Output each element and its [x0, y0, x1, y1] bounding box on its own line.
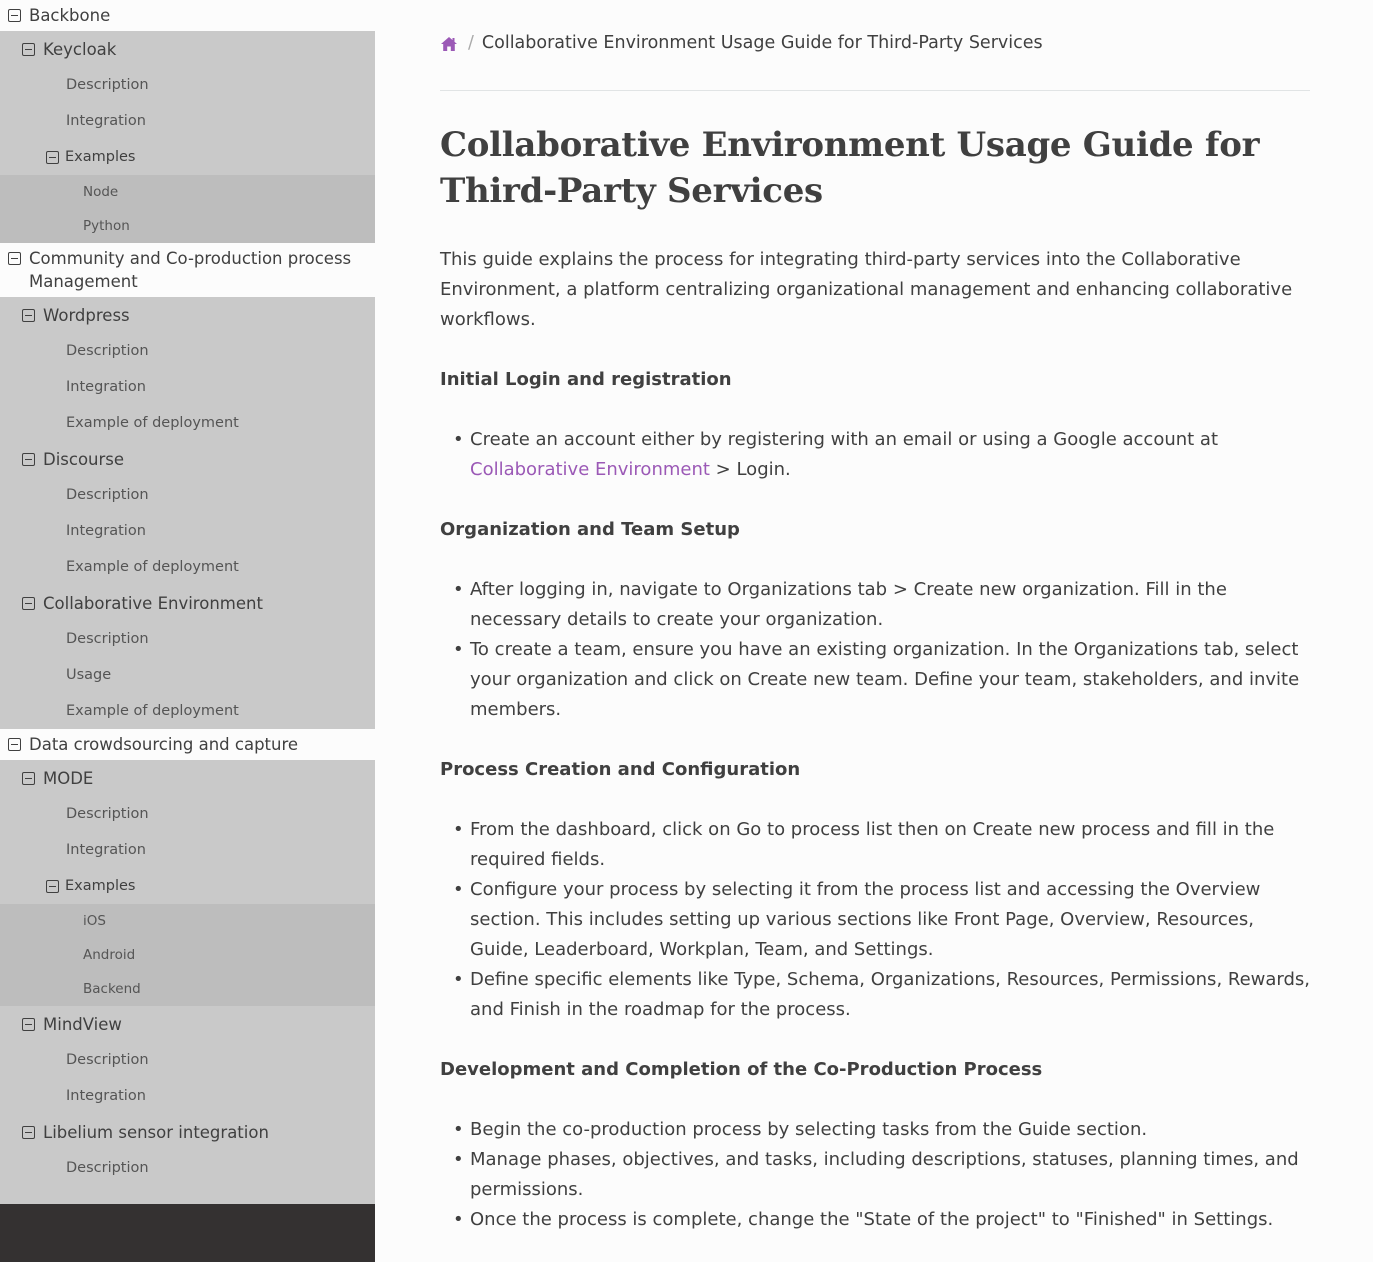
nav-section-label: Data crowdsourcing and capture: [29, 735, 299, 754]
nav-link[interactable]: [0, 67, 375, 103]
collapse-icon[interactable]: [8, 9, 21, 22]
nav-section-label: Backbone: [29, 6, 111, 25]
list-item: • Configure your process by selecting it from the process list and accessing the Overview section. This includes setting up various sections like Front Page, Overview, Resources, Guide, Leaderboard, Workplan, Team, and Settings.: [440, 875, 1310, 965]
section-heading: Initial Login and registration: [440, 369, 732, 390]
nav-item-collaborative-environment[interactable]: [0, 585, 375, 621]
page-title: Collaborative Environment Usage Guide for Third-Party Services: [440, 125, 1260, 211]
breadcrumb-separator: /: [468, 33, 474, 53]
collapse-icon[interactable]: [22, 597, 35, 610]
nav-link[interactable]: [0, 1078, 375, 1114]
bullet-list: [440, 425, 1310, 485]
nav-link-label: Integration: [66, 378, 146, 395]
collapse-icon[interactable]: [22, 453, 35, 466]
nav-link[interactable]: [0, 972, 375, 1006]
nav-item-libelium[interactable]: [0, 1114, 375, 1150]
nav-bottom-padding: [0, 1186, 375, 1204]
nav-item-label: Keycloak: [43, 39, 117, 59]
list-item-text: > Login.: [709, 459, 791, 480]
nav-link-label: Usage: [66, 666, 112, 683]
list-item: • Manage phases, objectives, and tasks, including descriptions, statuses, planning times, and permissions.: [440, 1145, 1310, 1205]
collapse-icon[interactable]: [46, 880, 59, 893]
nav-link-label: Integration: [66, 112, 146, 129]
nav-link-label: Example of deployment: [66, 414, 239, 431]
nav-link-label: Description: [66, 76, 149, 93]
collapse-icon[interactable]: [8, 252, 21, 265]
nav-link[interactable]: [0, 938, 375, 972]
nav-link-label: Description: [66, 805, 149, 822]
nav-link-label: Description: [66, 1051, 149, 1068]
nav-item-keycloak[interactable]: [0, 31, 375, 67]
main-content: [440, 0, 1310, 1235]
nav-link[interactable]: [0, 657, 375, 693]
section-heading: Process Creation and Configuration: [440, 759, 801, 780]
nav-section-backbone[interactable]: [0, 0, 375, 31]
collaborative-environment-link[interactable]: Collaborative Environment: [470, 459, 710, 480]
nav-link-label: Node: [83, 183, 119, 200]
nav-link[interactable]: [0, 693, 375, 729]
bullet-list: [440, 815, 1310, 1025]
section-heading: Development and Completion of the Co-Production Process: [440, 1059, 1043, 1080]
nav-item-label: Wordpress: [43, 305, 130, 325]
collapse-icon[interactable]: [22, 43, 35, 56]
sidebar: [0, 0, 375, 1262]
list-item: • Begin the co-production process by selecting tasks from the Guide section.: [440, 1115, 1310, 1145]
nav-link[interactable]: [0, 1042, 375, 1078]
nav-link[interactable]: [0, 796, 375, 832]
list-item: • Define specific elements like Type, Schema, Organizations, Resources, Permissions, Rewards, and Finish in the roadmap for the process.: [440, 965, 1310, 1025]
nav-link-label: iOS: [83, 912, 106, 929]
nav-tree: [0, 0, 375, 1204]
nav-link[interactable]: [0, 549, 375, 585]
nav-link-label: Description: [66, 486, 149, 503]
nav-link-label: Backend: [83, 980, 141, 997]
nav-item-discourse[interactable]: [0, 441, 375, 477]
collapse-icon[interactable]: [22, 1126, 35, 1139]
nav-link[interactable]: [0, 1150, 375, 1186]
nav-section-community[interactable]: [0, 243, 375, 297]
nav-subgroup-examples[interactable]: [0, 139, 375, 175]
nav-item-label: Collaborative Environment: [43, 593, 263, 613]
nav-link[interactable]: [0, 477, 375, 513]
intro-paragraph: This guide explains the process for integrating third-party services into the Collaborative Environment, a platform centralizing organizational management and enhancing collaborative workflows.: [440, 249, 1293, 330]
nav-item-label: Libelium sensor integration: [43, 1122, 269, 1142]
bullet-list: [440, 575, 1310, 725]
nav-item-mindview[interactable]: [0, 1006, 375, 1042]
list-item: • Once the process is complete, change the "State of the project" to "Finished" in Settings.: [440, 1205, 1310, 1235]
nav-link-label: Description: [66, 342, 149, 359]
home-icon[interactable]: [440, 35, 458, 53]
nav-link-label: Android: [83, 946, 136, 963]
nav-link[interactable]: [0, 832, 375, 868]
nav-section-data-crowdsourcing[interactable]: [0, 729, 375, 760]
list-item: • From the dashboard, click on Go to process list then on Create new process and fill in the required fields.: [440, 815, 1310, 875]
nav-item-label: MindView: [43, 1014, 122, 1034]
nav-item-wordpress[interactable]: [0, 297, 375, 333]
collapse-icon[interactable]: [8, 738, 21, 751]
nav-link-label: Description: [66, 1159, 149, 1176]
nav-link[interactable]: [0, 904, 375, 938]
list-item-text: Create an account either by registering with an email or using a Google account at: [470, 429, 1219, 450]
collapse-icon[interactable]: [46, 151, 59, 164]
nav-link[interactable]: [0, 333, 375, 369]
nav-link[interactable]: [0, 369, 375, 405]
nav-link[interactable]: [0, 621, 375, 657]
collapse-icon[interactable]: [22, 1018, 35, 1031]
nav-section-label: Community and Co-production process Management: [29, 249, 352, 291]
breadcrumb: [440, 0, 1310, 91]
nav-link[interactable]: [0, 175, 375, 209]
nav-link-label: Example of deployment: [66, 702, 239, 719]
nav-item-label: MODE: [43, 768, 94, 788]
nav-item-mode[interactable]: [0, 760, 375, 796]
nav-link[interactable]: [0, 103, 375, 139]
list-item: [440, 425, 1310, 485]
nav-link-label: Integration: [66, 841, 146, 858]
collapse-icon[interactable]: [22, 772, 35, 785]
list-item: • To create a team, ensure you have an existing organization. In the Organizations tab, select your organization and click on Create new team. Define your team, stakeholders, and invite members.: [440, 635, 1310, 725]
nav-subgroup-examples[interactable]: [0, 868, 375, 904]
nav-link-label: Python: [83, 217, 130, 234]
nav-link-label: Description: [66, 630, 149, 647]
list-item: • After logging in, navigate to Organizations tab > Create new organization. Fill in the necessary details to create your organization.: [440, 575, 1310, 635]
collapse-icon[interactable]: [22, 309, 35, 322]
nav-item-label: Discourse: [43, 449, 125, 469]
nav-link-label: Integration: [66, 522, 146, 539]
nav-link[interactable]: [0, 513, 375, 549]
nav-subgroup-label: Examples: [65, 877, 136, 894]
nav-link[interactable]: [0, 209, 375, 243]
bullet-list: [440, 1115, 1310, 1235]
nav-link-label: Integration: [66, 1087, 146, 1104]
nav-link[interactable]: [0, 405, 375, 441]
nav-subgroup-label: Examples: [65, 148, 136, 165]
nav-link-label: Example of deployment: [66, 558, 239, 575]
section-heading: Organization and Team Setup: [440, 519, 740, 540]
breadcrumb-current: Collaborative Environment Usage Guide for Third-Party Services: [481, 33, 1043, 53]
